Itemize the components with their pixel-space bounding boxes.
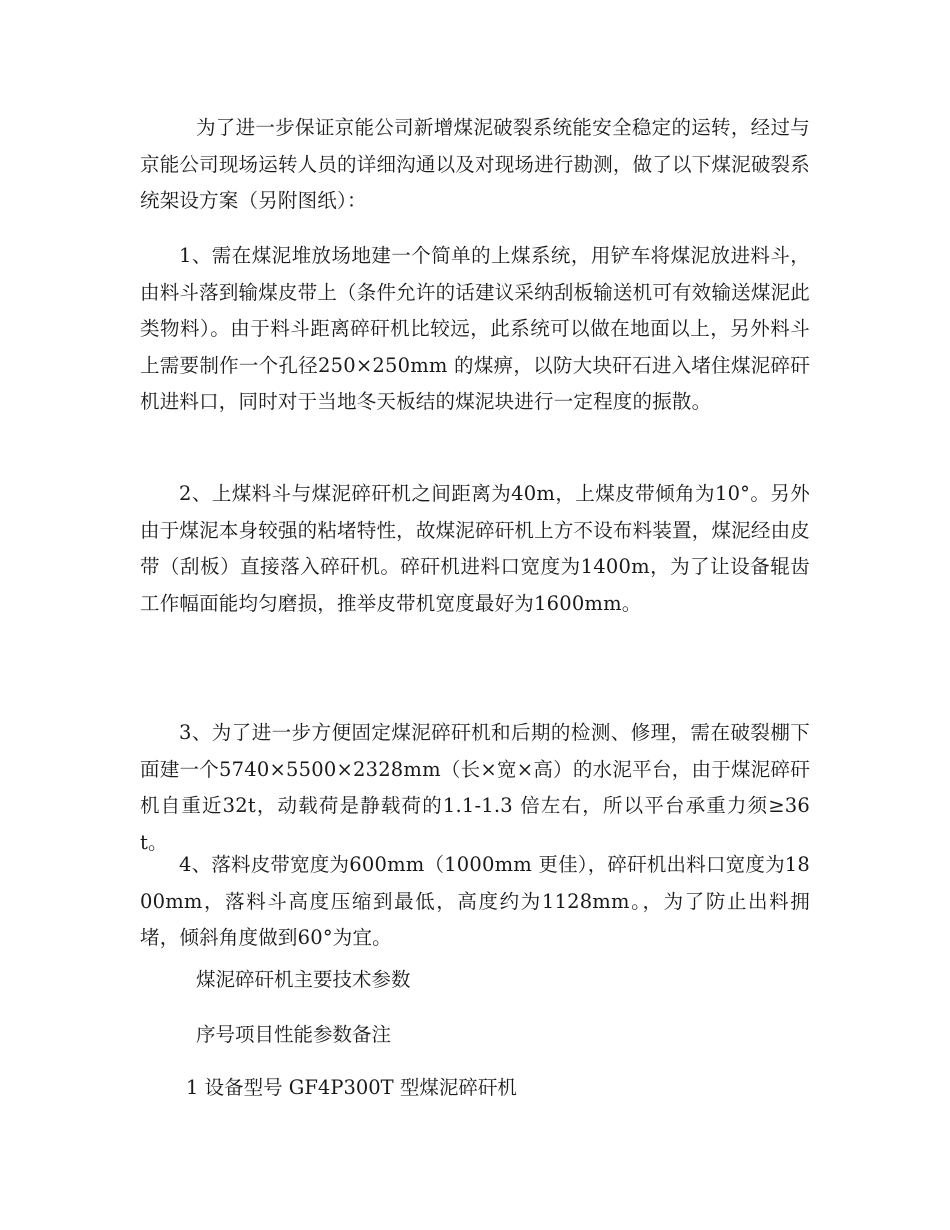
section-title: 煤泥碎矸机主要技术参数 [196,968,411,991]
item-3-paragraph: 3、为了进一步方便固定煤泥碎矸机和后期的检测、修理，需在破裂棚下面建一个5740×5500×2328mm（长×宽×高）的水泥平台，由于煤泥碎矸机自重近32t，动载荷是静载荷的1.1-1.3 倍左右，所以平台承重力须≥36t。 [140,721,810,854]
intro-paragraph: 为了进一步保证京能公司新增煤泥破裂系统能安全稳定的运转，经过与京能公司现场运转人员的详细沟通以及对现场进行勘测，做了以下煤泥破裂系统架设方案（另附图纸）： [140,116,810,212]
item-2-paragraph: 2、上煤料斗与煤泥碎矸机之间距离为40m，上煤皮带倾角为10°。另外由于煤泥本身较强的粘堵特性，故煤泥碎矸机上方不设布料装置，煤泥经由皮带（刮板）直接落入碎矸机。碎矸机进料口宽度为1400m，为了让设备辊齿工作幅面能均匀磨损，推举皮带机宽度最好为1600mm。 [140,482,810,615]
table-header: 序号项目性能参数备注 [196,1023,392,1046]
item-4-paragraph: 4、落料皮带宽度为600mm（1000mm 更佳），碎矸机出料口宽度为1800mm，落料斗高度压缩到最低，高度约为1128mm。，为了防止出料拥堵，倾斜角度做到60°为宜。 [140,853,810,949]
item-1-paragraph: 1、需在煤泥堆放场地建一个简单的上煤系统，用铲车将煤泥放进料斗，由料斗落到输煤皮带上（条件允许的话建议采纳刮板输送机可有效输送煤泥此类物料）。由于料斗距离碎矸机比较远，此系统可以做在地面以上，另外料斗上需要制作一个孔径250×250mm 的煤痹，以防大块矸石进入堵住煤泥碎矸机进料口，同时对于当地冬天板结的煤泥块进行一定程度的振散。 [140,244,810,413]
table-row: 1 设备型号 GF4P300T 型煤泥碎矸机 [186,1076,517,1099]
